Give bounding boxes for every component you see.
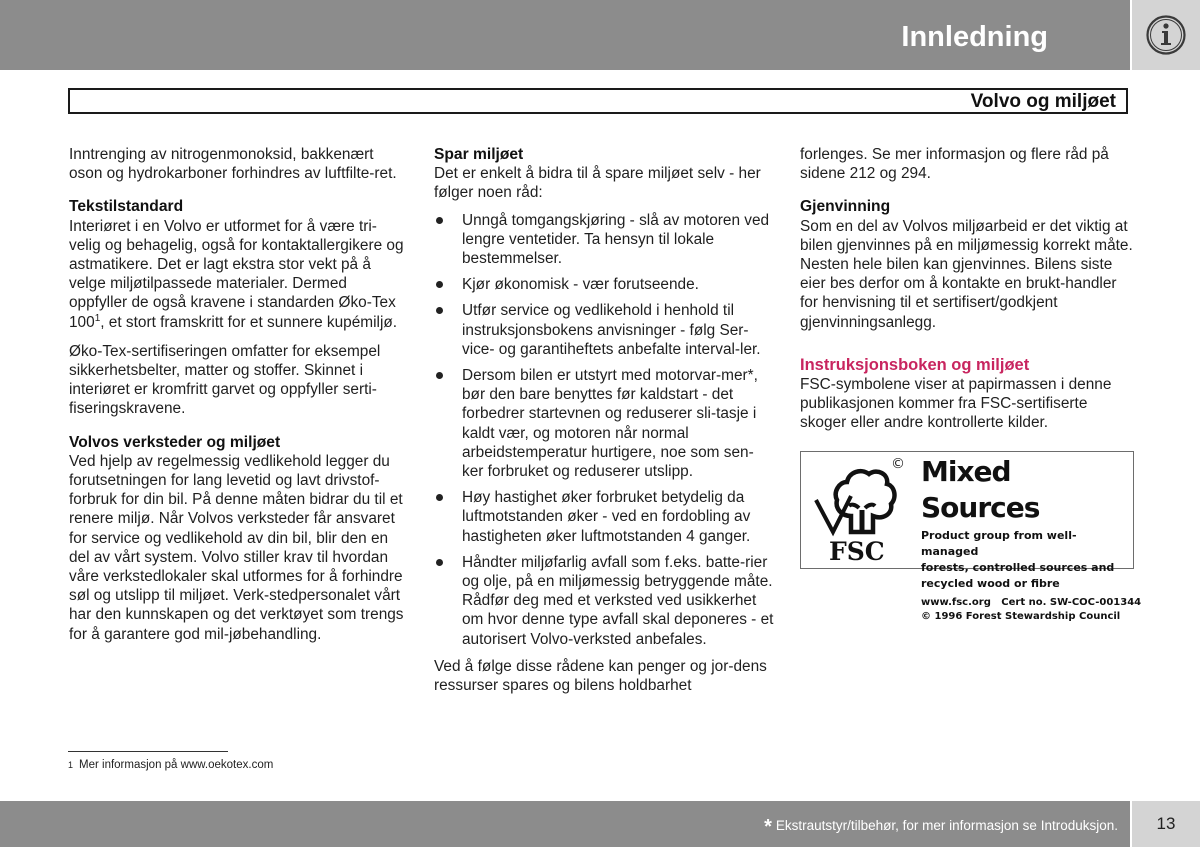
fsc-desc-line: recycled wood or fibre (921, 577, 1060, 590)
paragraph-oeko: Øko-Tex-sertifiseringen omfatter for eksempel sikkerhetsbelter, matter og stoffer. Skinnet i interiøret er kromfritt garvet og oppfyller serti-fiseringskravene. (69, 342, 381, 418)
section-title: Volvo og miljøet (970, 91, 1116, 112)
footer-bar (0, 801, 1130, 847)
info-icon (1145, 14, 1187, 56)
footnote (68, 758, 273, 772)
fsc-cert-line: © 1996 Forest Stewardship Council (921, 611, 1121, 622)
footnote-divider (68, 751, 228, 752)
fsc-description (921, 528, 1131, 592)
copyright-symbol: © (891, 456, 905, 472)
list-item: Kjør økonomisk - vær forutseende. (434, 275, 774, 294)
paragraph-textile-text-end: , et stort framskritt for et sunnere kupémiljø. (100, 313, 398, 331)
list-item: Unngå tomgangskjøring - slå av motoren ved lengre ventetider. Ta hensyn til lokale bestemmelser. (434, 211, 774, 269)
paragraph-recycle: Som en del av Volvos miljøarbeid er det viktig at bilen gjenvinnes på en miljømessig korrekt måte. Nesten hele bilen kan gjenvinnes. Bilens siste eier bes derfor om å kontakte en brukt-handler for henvisning til et sertifisert/godkjent gjenvinningsanlegg. (800, 217, 1133, 331)
page-number-box (1132, 801, 1200, 847)
header-icon-box (1132, 0, 1200, 70)
column-3 (800, 145, 1134, 433)
fsc-label (800, 451, 1142, 622)
footnote-ref: 1 (94, 312, 101, 324)
fsc-title: Mixed Sources (921, 455, 1040, 524)
heading-manual: Instruksjonsboken og miljøet (800, 355, 1030, 374)
list-item: Utfør service og vedlikehold i henhold til instruksjonsbokens anvisninger - følg Ser-vice- og garantiheftets anbefalte interval-ler. (434, 301, 774, 359)
fsc-desc-line: Product group from well-managed (921, 529, 1077, 558)
paragraph-manual: FSC-symbolene viser at papirmassen i denne publikasjonen kommer fra FSC-sertifiserte skoger eller andre kontrollerte kilder. (800, 376, 1112, 432)
footer-note (764, 817, 1118, 836)
paragraph-end: Ved å følge disse rådene kan penger og jor-dens ressurser spares og bilens holdbarhet (434, 657, 767, 695)
fsc-tree-logo (811, 458, 911, 564)
heading-workshops: Volvos verksteder og miljøet (69, 433, 281, 451)
heading-recycle: Gjenvinning (800, 198, 891, 216)
paragraph-save: Det er enkelt å bidra til å spare miljøet selv - her følger noen råd: (434, 165, 761, 202)
heading-save: Spar miljøet (434, 146, 524, 163)
fsc-logo-letters: FSC (829, 537, 885, 564)
fsc-certificate (921, 596, 1142, 624)
page-number: 13 (1156, 814, 1176, 833)
footnote-number: 1 (68, 760, 74, 770)
section-header (68, 88, 1128, 114)
paragraph-textile-text: Interiøret i en Volvo er utformet for å være tri-velig og behagelig, også for kontaktallergikere og astmatikere. Det er lagt ekstra stor vekt på å velge miljøtilpassede materialer. Dermed oppfyller de også kravene i standarden Øko-Tex 100 (69, 217, 404, 331)
list-item: Håndter miljøfarlig avfall som f.eks. batte-rier og olje, på en miljømessig betryggende måte. Rådfør deg med et verksted ved usikkerhet om hvor denne type avfall skal deponeres - et autorisert Volvo-verksted anbefales. (434, 553, 774, 649)
advice-list (434, 211, 774, 649)
footer-note-text: Ekstrautstyr/tilbehør, for mer informasjon se Introduksjon. (775, 818, 1118, 833)
list-item: Høy hastighet øker forbruket betydelig da luftmotstanden øker - ved en fordobling av hastigheten øker luftmotstanden 4 ganger. (434, 488, 774, 546)
header-bar (0, 0, 1130, 70)
fsc-desc-line: forests, controlled sources and (921, 561, 1115, 574)
list-item: Dersom bilen er utstyrt med motorvar-mer*, bør den bare benyttes før kaldstart - det forbedrer startevnen og reduserer sli-tasje i kaldt vær, og motoren når normal arbeidstemperatur hurtigere, noe som sen-ker forbruket og reduserer utslipp. (434, 366, 774, 481)
paragraph-continued: forlenges. Se mer informasjon og flere råd på sidene 212 og 294. (800, 146, 1109, 183)
column-2 (434, 145, 774, 695)
heading-textile: Tekstilstandard (69, 198, 184, 216)
fsc-text-block (921, 454, 1142, 624)
paragraph-workshops: Ved hjelp av regelmessig vedlikehold legger du forutsetningen for lang levetid og lavt drivstof-forbruk for din bil. På denne måten bidrar du til et renere miljø. Når Volvos verksteder får ansvaret for service og vedlikehold av din bil, blir den en del av vårt system. Volvo stiller krav til hvordan våre verkstedlokaler skal utformes for å forhindre søl og utslipp til miljøet. Verk-stedpersonalet vårt har den kunnskapen og det verktøyet som trengs for å garantere god mil-jøbehandling. (69, 452, 404, 643)
asterisk-symbol: * (764, 816, 772, 838)
footnote-text: Mer informasjon på www.oekotex.com (79, 759, 274, 771)
paragraph-intro: Inntrenging av nitrogenmonoksid, bakkenært oson og hydrokarboner forhindres av luftfilte-ret. (69, 146, 397, 183)
paragraph-textile (69, 217, 404, 332)
fsc-cert-line: www.fsc.org Cert no. SW-COC-001344 (921, 597, 1142, 608)
page-chapter-title: Innledning (901, 21, 1048, 53)
column-1 (69, 145, 404, 644)
